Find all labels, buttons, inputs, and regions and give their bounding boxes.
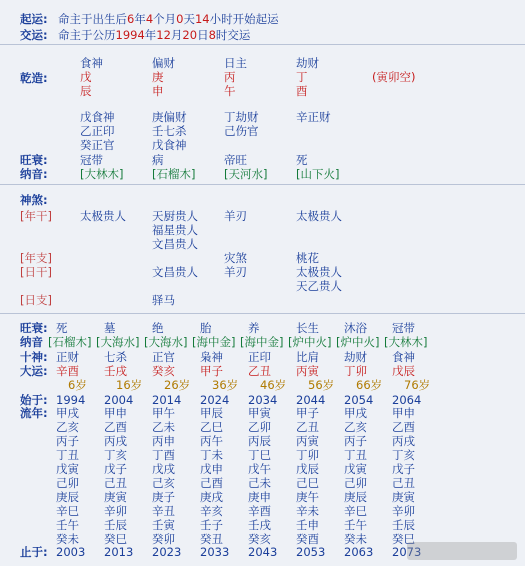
liunian-cell: 甲午 xyxy=(152,406,175,420)
liunian-cell: 壬子 xyxy=(200,518,223,532)
liunian-cell: 甲申 xyxy=(392,406,415,420)
shensha-hour: 太极贵人 xyxy=(296,209,342,223)
liunian-cell: 戊申 xyxy=(200,462,223,476)
hidden-day-2: 己伤官 xyxy=(224,124,259,138)
dayun-shishen: 枭神 xyxy=(200,350,223,364)
liunian-cell: 己未 xyxy=(248,476,271,490)
liunian-cell: 乙亥 xyxy=(344,420,367,434)
hidden-month-1: 庚偏财 xyxy=(152,110,187,124)
nayin-hour: [山下火] xyxy=(296,167,340,181)
wangshuai-year: 冠带 xyxy=(80,153,103,167)
liunian-cell: 戊寅 xyxy=(344,462,367,476)
divider xyxy=(0,44,525,45)
dayun-shishen: 正官 xyxy=(152,350,175,364)
liunian-cell: 庚子 xyxy=(152,490,175,504)
qiyun-label: 起运: xyxy=(20,12,48,26)
ri-gan-label: [日干] xyxy=(20,265,52,279)
divider xyxy=(0,313,525,314)
liunian-cell: 戊午 xyxy=(248,462,271,476)
shensha2-month-1: 文昌贵人 xyxy=(152,265,198,279)
watermark xyxy=(407,542,517,560)
liunian-cell: 乙酉 xyxy=(104,420,127,434)
shensha2-hour-2: 太极贵人 xyxy=(296,265,342,279)
dayun-shishen: 正印 xyxy=(248,350,271,364)
dayun-nayin: [大海水] xyxy=(96,335,140,349)
dayun-age: 16岁 xyxy=(116,378,143,392)
dayun-start-year: 2044 xyxy=(296,393,326,407)
stem-month: 庚 xyxy=(152,70,164,84)
branch-month: 申 xyxy=(152,84,164,98)
dayun-ganzhi: 辛酉 xyxy=(56,364,79,378)
liunian-cell: 壬午 xyxy=(56,518,79,532)
liunian-cell: 甲寅 xyxy=(248,406,271,420)
dayun-wangshuai-label: 旺衰: xyxy=(20,321,48,335)
dayun-wangshuai: 长生 xyxy=(296,321,319,335)
dayun-shishen: 正财 xyxy=(56,350,79,364)
liunian-cell: 丙寅 xyxy=(296,434,319,448)
ten-god-day: 日主 xyxy=(224,56,247,70)
liunian-cell: 己巳 xyxy=(296,476,319,490)
liunian-cell: 丁亥 xyxy=(392,448,415,462)
dayun-wangshuai: 死 xyxy=(56,321,68,335)
liunian-cell: 戊子 xyxy=(392,462,415,476)
liunian-cell: 乙卯 xyxy=(248,420,271,434)
liunian-cell: 辛巳 xyxy=(344,504,367,518)
stem-year: 戊 xyxy=(80,70,92,84)
liunian-cell: 甲戌 xyxy=(56,406,79,420)
shensha2-hour-1: 桃花 xyxy=(296,251,319,265)
shensha3-month-1: 驿马 xyxy=(152,293,175,307)
dayun-ganzhi: 壬戌 xyxy=(104,364,127,378)
liunian-cell: 甲子 xyxy=(296,406,319,420)
liunian-cell: 丙辰 xyxy=(248,434,271,448)
dayun-nayin: [海中金] xyxy=(192,335,236,349)
ten-god-hour: 劫财 xyxy=(296,56,319,70)
liunian-cell: 己丑 xyxy=(104,476,127,490)
shensha-month-3: 文昌贵人 xyxy=(152,237,198,251)
shensha2-day-2: 羊刃 xyxy=(224,265,247,279)
dayun-age: 6岁 xyxy=(68,378,87,392)
liunian-cell: 辛亥 xyxy=(200,504,223,518)
dayun-label: 大运: xyxy=(20,364,48,378)
nayin-month: [石榴木] xyxy=(152,167,196,181)
nayin-year: [大林木] xyxy=(80,167,124,181)
liunian-cell: 甲戌 xyxy=(344,406,367,420)
nayin-day: [天河水] xyxy=(224,167,268,181)
dayun-nayin-label: 纳音 xyxy=(20,335,43,349)
liunian-cell: 癸巳 xyxy=(104,532,127,546)
dayun-nayin: [大林木] xyxy=(384,335,428,349)
shensha-title: 神煞: xyxy=(20,193,48,207)
dayun-wangshuai: 墓 xyxy=(104,321,116,335)
liunian-cell: 戊辰 xyxy=(296,462,319,476)
dayun-start-year: 2004 xyxy=(104,393,134,407)
dayun-start-year: 2034 xyxy=(248,393,278,407)
shensha2-hour-3: 天乙贵人 xyxy=(296,279,342,293)
liunian-cell: 庚戌 xyxy=(200,490,223,504)
zhiyu-label: 止于: xyxy=(20,545,48,559)
kongwang: (寅卯空) xyxy=(372,70,416,84)
liunian-cell: 乙巳 xyxy=(200,420,223,434)
dayun-end-year: 2033 xyxy=(200,545,230,559)
liunian-cell: 庚申 xyxy=(248,490,271,504)
liunian-cell: 庚辰 xyxy=(344,490,367,504)
liunian-cell: 辛未 xyxy=(296,504,319,518)
wangshuai-day: 帝旺 xyxy=(224,153,247,167)
liunian-cell: 丙戌 xyxy=(392,434,415,448)
stem-day: 丙 xyxy=(224,70,236,84)
dayun-start-year: 2054 xyxy=(344,393,374,407)
liunian-cell: 辛巳 xyxy=(56,504,79,518)
liunian-cell: 己丑 xyxy=(392,476,415,490)
dayun-wangshuai: 胎 xyxy=(200,321,212,335)
liunian-cell: 壬辰 xyxy=(392,518,415,532)
shensha-day: 羊刃 xyxy=(224,209,247,223)
liunian-cell: 庚寅 xyxy=(104,490,127,504)
liunian-cell: 庚午 xyxy=(296,490,319,504)
shensha-month-1: 天厨贵人 xyxy=(152,209,198,223)
liunian-cell: 丁丑 xyxy=(344,448,367,462)
liunian-cell: 己卯 xyxy=(344,476,367,490)
shensha-year: 太极贵人 xyxy=(80,209,126,223)
shensha-month-2: 福星贵人 xyxy=(152,223,198,237)
liunian-cell: 癸亥 xyxy=(248,532,271,546)
liunian-cell: 甲辰 xyxy=(200,406,223,420)
dayun-wangshuai: 沐浴 xyxy=(344,321,367,335)
dayun-end-year: 2003 xyxy=(56,545,86,559)
shiyu-label: 始于: xyxy=(20,393,48,407)
dayun-end-year: 2063 xyxy=(344,545,374,559)
dayun-end-year: 2013 xyxy=(104,545,134,559)
dayun-ganzhi: 戊辰 xyxy=(392,364,415,378)
dayun-end-year: 2053 xyxy=(296,545,326,559)
liunian-cell: 壬申 xyxy=(296,518,319,532)
jiaoyun-label: 交运: xyxy=(20,28,48,42)
wangshuai-label: 旺衰: xyxy=(20,153,48,167)
dayun-shishen-label: 十神: xyxy=(20,350,48,364)
liunian-cell: 己亥 xyxy=(152,476,175,490)
branch-day: 午 xyxy=(224,84,236,98)
dayun-age: 66岁 xyxy=(356,378,383,392)
dayun-end-year: 2043 xyxy=(248,545,278,559)
ten-god-year: 食神 xyxy=(80,56,103,70)
dayun-ganzhi: 甲子 xyxy=(200,364,223,378)
dayun-nayin: [炉中火] xyxy=(336,335,380,349)
shensha2-day-1: 灾煞 xyxy=(224,251,247,265)
liunian-cell: 壬辰 xyxy=(104,518,127,532)
liunian-cell: 丁未 xyxy=(200,448,223,462)
dayun-shishen: 劫财 xyxy=(344,350,367,364)
dayun-age: 56岁 xyxy=(308,378,335,392)
liunian-cell: 庚寅 xyxy=(392,490,415,504)
divider xyxy=(0,184,525,185)
liunian-cell: 壬戌 xyxy=(248,518,271,532)
liunian-cell: 辛酉 xyxy=(248,504,271,518)
dayun-end-year: 2073 xyxy=(392,545,422,559)
dayun-ganzhi: 乙丑 xyxy=(248,364,271,378)
liunian-cell: 癸巳 xyxy=(392,532,415,546)
dayun-ganzhi: 癸亥 xyxy=(152,364,175,378)
dayun-start-year: 2064 xyxy=(392,393,422,407)
liunian-cell: 癸未 xyxy=(56,532,79,546)
liunian-cell: 戊子 xyxy=(104,462,127,476)
liunian-cell: 戊戌 xyxy=(152,462,175,476)
liunian-cell: 壬午 xyxy=(344,518,367,532)
dayun-age: 36岁 xyxy=(212,378,239,392)
wangshuai-hour: 死 xyxy=(296,153,308,167)
liunian-cell: 戊寅 xyxy=(56,462,79,476)
ri-zhi-label: [日支] xyxy=(20,293,52,307)
hidden-day-1: 丁劫财 xyxy=(224,110,259,124)
dayun-start-year: 2024 xyxy=(200,393,230,407)
jiaoyun-text: 命主于公历1994年12月20日8时交运 xyxy=(58,28,251,42)
dayun-start-year: 2014 xyxy=(152,393,182,407)
liunian-cell: 丁卯 xyxy=(296,448,319,462)
wangshuai-month: 病 xyxy=(152,153,164,167)
dayun-wangshuai: 绝 xyxy=(152,321,164,335)
dayun-nayin: [海中金] xyxy=(240,335,284,349)
liunian-cell: 癸卯 xyxy=(152,532,175,546)
liunian-cell: 丙午 xyxy=(200,434,223,448)
liunian-cell: 己酉 xyxy=(200,476,223,490)
liunian-cell: 丙申 xyxy=(152,434,175,448)
dayun-age: 46岁 xyxy=(260,378,287,392)
liunian-cell: 壬寅 xyxy=(152,518,175,532)
liunian-cell: 癸未 xyxy=(344,532,367,546)
dayun-end-year: 2023 xyxy=(152,545,182,559)
liunian-cell: 乙酉 xyxy=(392,420,415,434)
stem-hour: 丁 xyxy=(296,70,308,84)
liunian-cell: 辛丑 xyxy=(152,504,175,518)
hidden-year-3: 癸正官 xyxy=(80,138,115,152)
dayun-wangshuai: 冠带 xyxy=(392,321,415,335)
hidden-month-2: 壬七杀 xyxy=(152,124,187,138)
dayun-shishen: 比肩 xyxy=(296,350,319,364)
liunian-cell: 丁巳 xyxy=(248,448,271,462)
nian-zhi-label: [年支] xyxy=(20,251,52,265)
dayun-start-year: 1994 xyxy=(56,393,86,407)
liunian-cell: 乙丑 xyxy=(296,420,319,434)
nayin-label: 纳音: xyxy=(20,167,48,181)
liunian-cell: 辛卯 xyxy=(104,504,127,518)
qiyun-text: 命主于出生后6年4个月0天14小时开始起运 xyxy=(58,12,279,26)
dayun-ganzhi: 丁卯 xyxy=(344,364,367,378)
hidden-month-3: 戊食神 xyxy=(152,138,187,152)
dayun-nayin: [大海水] xyxy=(144,335,188,349)
liunian-cell: 丙戌 xyxy=(104,434,127,448)
branch-hour: 酉 xyxy=(296,84,308,98)
liunian-cell: 丁亥 xyxy=(104,448,127,462)
liunian-cell: 癸酉 xyxy=(296,532,319,546)
liunian-cell: 丁丑 xyxy=(56,448,79,462)
hidden-hour-1: 辛正财 xyxy=(296,110,331,124)
liunian-cell: 丙子 xyxy=(344,434,367,448)
dayun-shishen: 食神 xyxy=(392,350,415,364)
liunian-cell: 甲申 xyxy=(104,406,127,420)
dayun-nayin: [石榴木] xyxy=(48,335,92,349)
qianzao-label: 乾造: xyxy=(20,71,48,85)
liunian-cell: 辛卯 xyxy=(392,504,415,518)
dayun-wangshuai: 养 xyxy=(248,321,260,335)
dayun-ganzhi: 丙寅 xyxy=(296,364,319,378)
liunian-cell: 丁酉 xyxy=(152,448,175,462)
liunian-label: 流年: xyxy=(20,406,48,420)
liunian-cell: 庚辰 xyxy=(56,490,79,504)
liunian-cell: 丙子 xyxy=(56,434,79,448)
liunian-cell: 癸丑 xyxy=(200,532,223,546)
dayun-shishen: 七杀 xyxy=(104,350,127,364)
dayun-age: 26岁 xyxy=(164,378,191,392)
liunian-cell: 己卯 xyxy=(56,476,79,490)
dayun-nayin: [炉中火] xyxy=(288,335,332,349)
hidden-year-1: 戊食神 xyxy=(80,110,115,124)
dayun-age: 76岁 xyxy=(404,378,431,392)
nian-gan-label: [年干] xyxy=(20,209,52,223)
liunian-cell: 乙亥 xyxy=(56,420,79,434)
liunian-cell: 乙未 xyxy=(152,420,175,434)
hidden-year-2: 乙正印 xyxy=(80,124,115,138)
ten-god-month: 偏财 xyxy=(152,56,175,70)
branch-year: 辰 xyxy=(80,84,92,98)
